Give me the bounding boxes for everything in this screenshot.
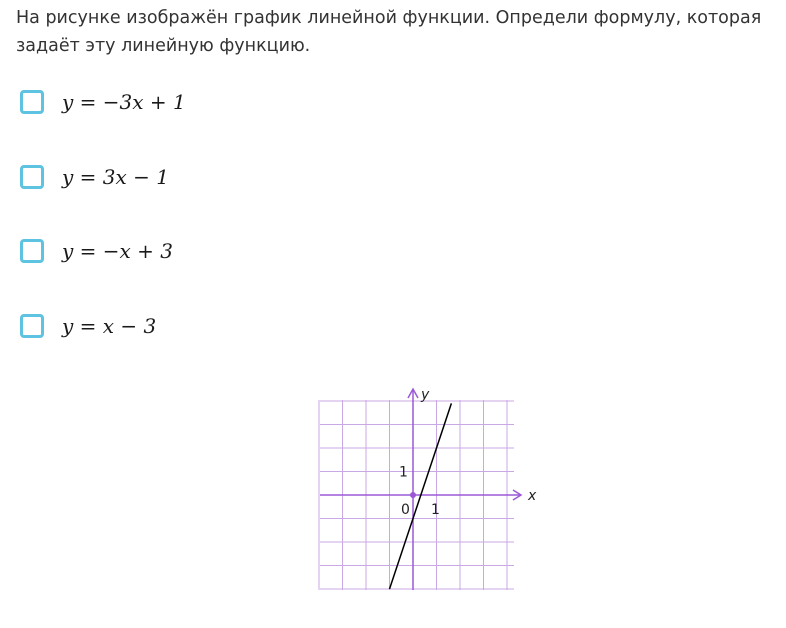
origin-label: 0	[401, 502, 410, 518]
y-tick-label: 1	[399, 464, 408, 481]
option-checkbox[interactable]	[20, 165, 44, 189]
option-formula: y = x − 3	[62, 314, 157, 338]
question-text: На рисунке изображён график линейной функции. Определи формулу, которая задаёт эту линейную функцию.	[16, 8, 762, 56]
x-tick-label: 1	[431, 502, 440, 518]
option-formula: y = 3x − 1	[62, 165, 169, 189]
option-formula: y = −x + 3	[62, 239, 174, 263]
option-checkbox[interactable]	[20, 314, 44, 338]
origin-point	[410, 492, 416, 498]
option-formula: y = −3x + 1	[62, 90, 186, 114]
option-checkbox[interactable]	[20, 90, 44, 114]
answer-option-1[interactable]	[20, 86, 186, 118]
answer-option-4[interactable]	[20, 310, 156, 342]
option-checkbox[interactable]	[20, 239, 44, 263]
x-axis-label: x	[528, 488, 537, 504]
function-graph	[300, 378, 540, 598]
function-line	[390, 403, 452, 589]
y-axis-label: y	[421, 387, 430, 403]
axes	[320, 389, 521, 590]
answer-option-2[interactable]	[20, 161, 169, 193]
answer-option-3[interactable]	[20, 235, 173, 267]
